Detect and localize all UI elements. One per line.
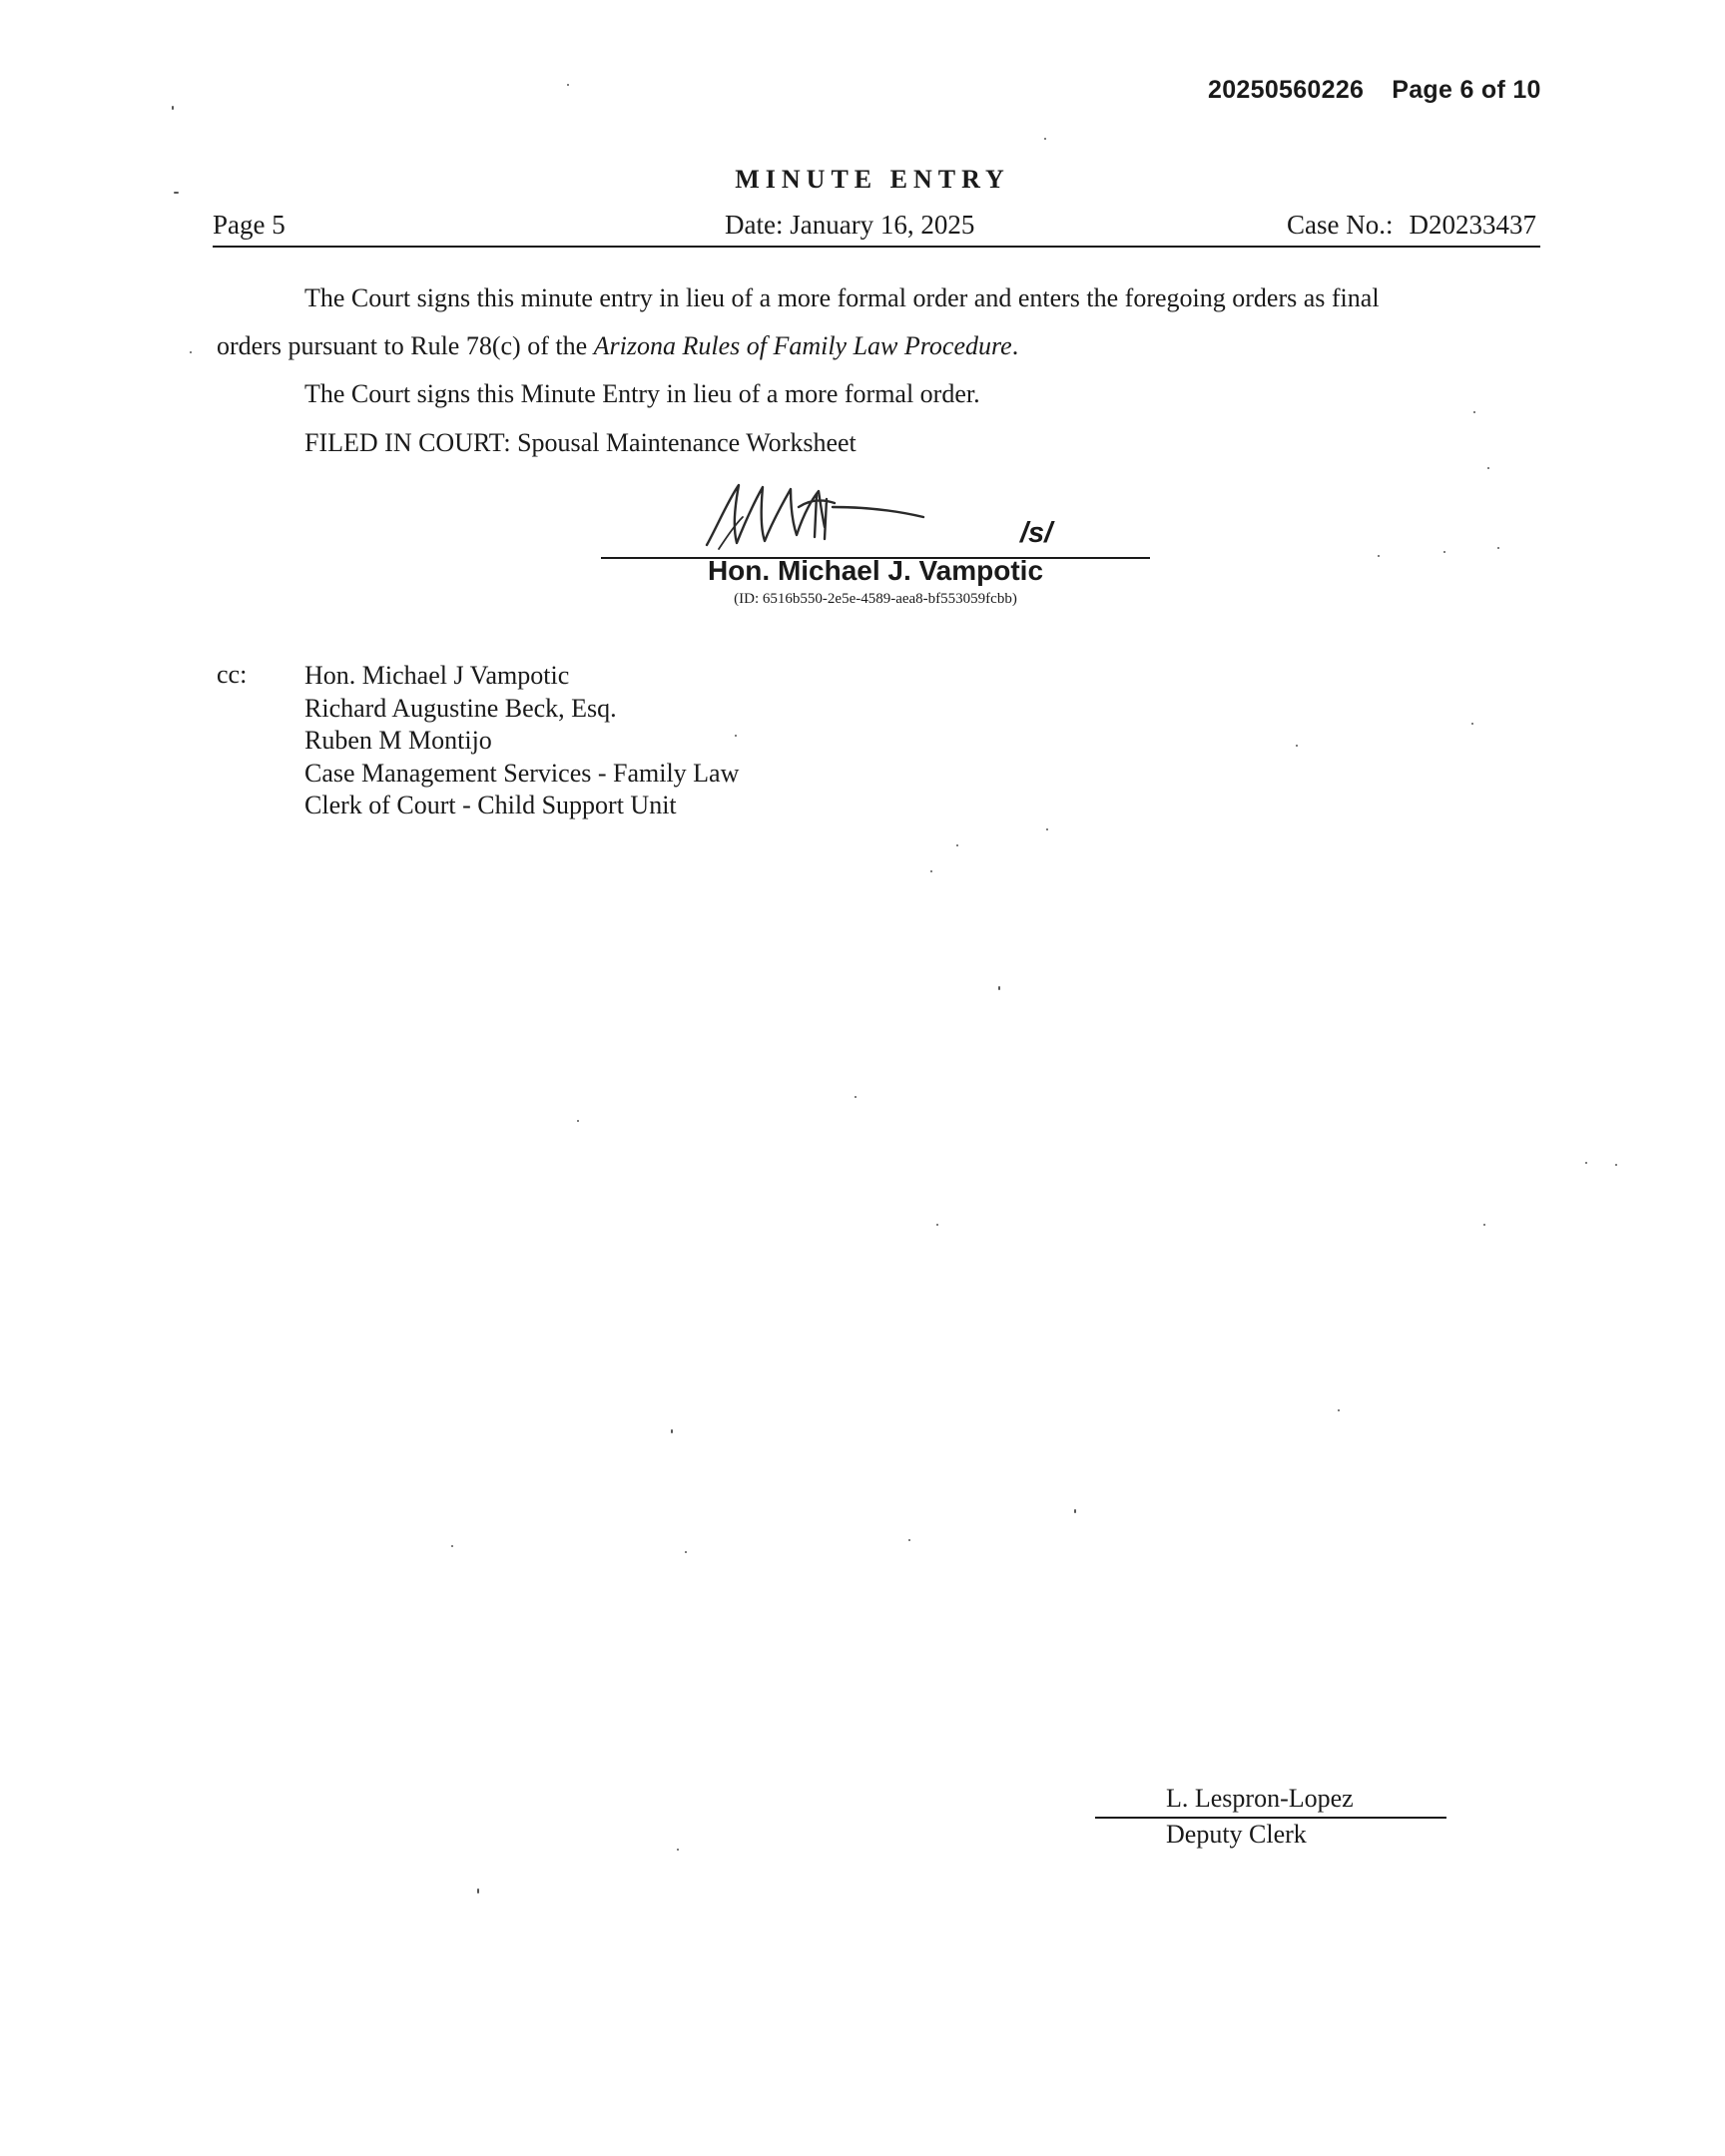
cc-recipient: Case Management Services - Family Law	[304, 758, 740, 788]
header-page-number: Page 5	[213, 210, 286, 240]
clerk-signature-line	[1095, 1817, 1446, 1819]
paragraph-filed-in-court: FILED IN COURT: Spousal Maintenance Worksheet	[304, 428, 857, 457]
paragraph-minute-entry-signing: The Court signs this Minute Entry in lieu of a more formal order.	[304, 379, 980, 408]
header-row	[213, 210, 1540, 248]
document-stamp	[1208, 76, 1541, 105]
cc-recipient: Clerk of Court - Child Support Unit	[304, 791, 677, 819]
case-number-value: D20233437	[1409, 210, 1536, 240]
signature-id: (ID: 6516b550-2e5e-4589-aea8-bf553059fcbb)	[734, 591, 1017, 607]
sentence-period: .	[1011, 331, 1019, 360]
rules-title-italic: Arizona Rules of Family Law Procedure	[593, 331, 1012, 360]
minute-entry-title: MINUTE ENTRY	[735, 165, 1010, 194]
deputy-clerk-name: L. Lespron-Lopez	[1166, 1784, 1354, 1813]
cc-recipient-list	[304, 660, 739, 822]
header-date: Date: January 16, 2025	[725, 210, 975, 240]
document-number: 20250560226	[1208, 76, 1365, 104]
judge-name: Hon. Michael J. Vampotic	[707, 555, 1044, 586]
rule-reference-text: orders pursuant to Rule 78(c) of the	[217, 331, 594, 360]
handwritten-signature	[699, 477, 928, 557]
page-of-count: Page 6 of 10	[1392, 76, 1541, 104]
header-case-number	[1287, 210, 1536, 241]
cc-recipient: Richard Augustine Beck, Esq.	[304, 693, 617, 723]
paragraph-signing-line-2	[217, 331, 1018, 361]
cc-recipient: Ruben M Montijo	[304, 726, 492, 755]
deputy-clerk-title: Deputy Clerk	[1166, 1820, 1307, 1849]
cc-label: cc:	[217, 660, 248, 689]
paragraph-signing-line-1: The Court signs this minute entry in lieu of a more formal order and enters the foregoing orders as final	[304, 283, 1380, 312]
case-number-label: Case No.:	[1287, 210, 1394, 240]
electronic-signature-mark: /s/	[1020, 517, 1053, 549]
cc-recipient: Hon. Michael J Vampotic	[304, 661, 570, 690]
